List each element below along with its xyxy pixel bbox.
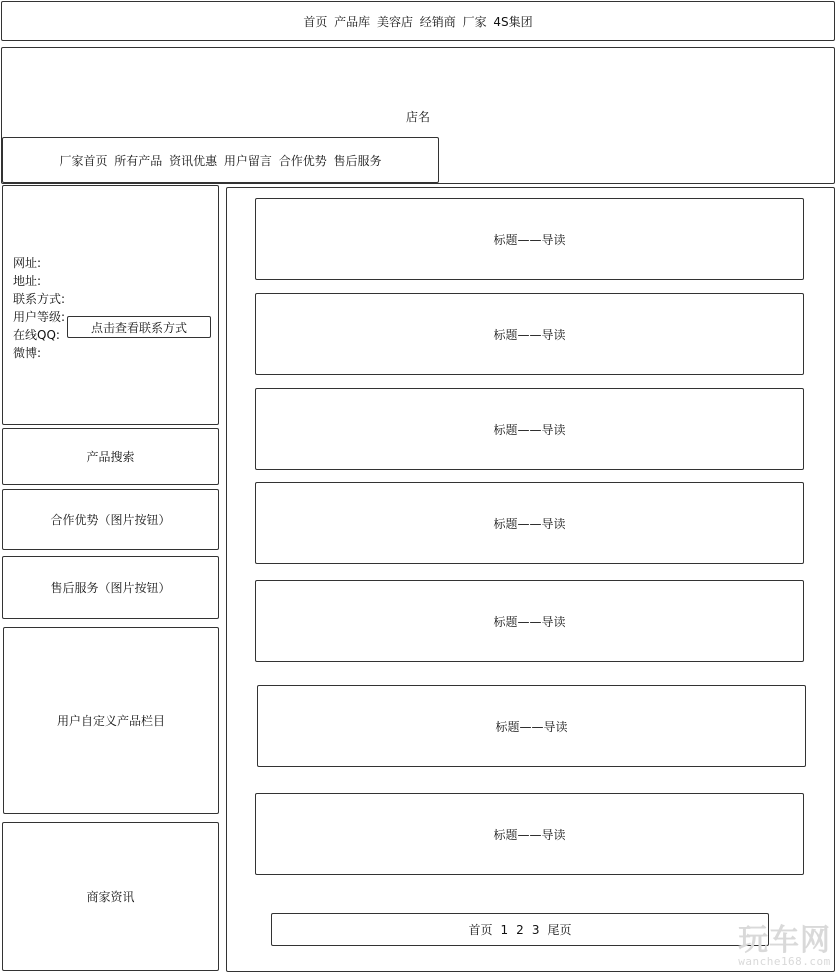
- product-search-module[interactable]: [2, 428, 219, 485]
- info-user-level: 用户等级:: [13, 310, 66, 324]
- pagination-bar: [271, 913, 769, 946]
- article-item[interactable]: [257, 685, 806, 767]
- top-nav-bar[interactable]: [1, 1, 835, 41]
- merchant-news-module[interactable]: [2, 822, 219, 971]
- article-title: 标题——导读: [495, 719, 568, 734]
- custom-product-column[interactable]: [3, 627, 219, 814]
- article-title: 标题——导读: [493, 422, 566, 437]
- article-title: 标题——导读: [493, 327, 566, 342]
- shop-info-list: [13, 254, 65, 362]
- shop-name: 店名: [405, 109, 430, 124]
- cooperation-image-button[interactable]: [2, 489, 219, 550]
- info-contact: 联系方式:: [13, 292, 66, 306]
- watermark-logo-text: 玩车网: [738, 923, 831, 958]
- shop-info-panel: [2, 185, 219, 425]
- article-title: 标题——导读: [493, 614, 566, 629]
- info-website: 网址:: [13, 256, 42, 270]
- pager-first-link[interactable]: 首页: [468, 923, 493, 937]
- watermark-domain-text: wanche168.com: [738, 955, 831, 968]
- article-item[interactable]: [255, 198, 804, 280]
- shop-nav-links[interactable]: 厂家首页 所有产品 资讯优惠 用户留言 合作优势 售后服务: [59, 153, 382, 168]
- info-online-qq: 在线QQ:: [13, 328, 60, 342]
- article-title: 标题——导读: [493, 516, 566, 531]
- info-address: 地址:: [13, 274, 42, 288]
- shop-nav-bar[interactable]: [2, 137, 439, 183]
- pager-page-3[interactable]: 3: [531, 922, 540, 937]
- pager-page-2[interactable]: 2: [516, 922, 524, 937]
- product-search-label: 产品搜索: [86, 450, 135, 464]
- after-sales-image-button[interactable]: [2, 556, 219, 619]
- merchant-news-label: 商家资讯: [86, 890, 135, 904]
- article-item[interactable]: [255, 388, 804, 470]
- after-sales-label: 售后服务（图片按钮）: [50, 581, 171, 595]
- pager-page-1[interactable]: 1: [500, 922, 509, 937]
- article-item[interactable]: [255, 580, 804, 662]
- cooperation-label: 合作优势（图片按钮）: [50, 513, 171, 527]
- custom-column-label: 用户自定义产品栏目: [56, 714, 165, 728]
- article-item[interactable]: [255, 482, 804, 564]
- article-item[interactable]: [255, 793, 804, 875]
- article-title: 标题——导读: [493, 827, 566, 842]
- article-title: 标题——导读: [493, 232, 566, 247]
- top-nav-links[interactable]: 首页 产品库 美容店 经销商 厂家 4S集团: [303, 14, 533, 29]
- info-weibo: 微博:: [13, 346, 42, 360]
- article-item[interactable]: [255, 293, 804, 375]
- site-watermark: [738, 923, 831, 968]
- view-contact-button[interactable]: 点击查看联系方式: [67, 316, 211, 338]
- pager-last-link[interactable]: 尾页: [547, 923, 572, 937]
